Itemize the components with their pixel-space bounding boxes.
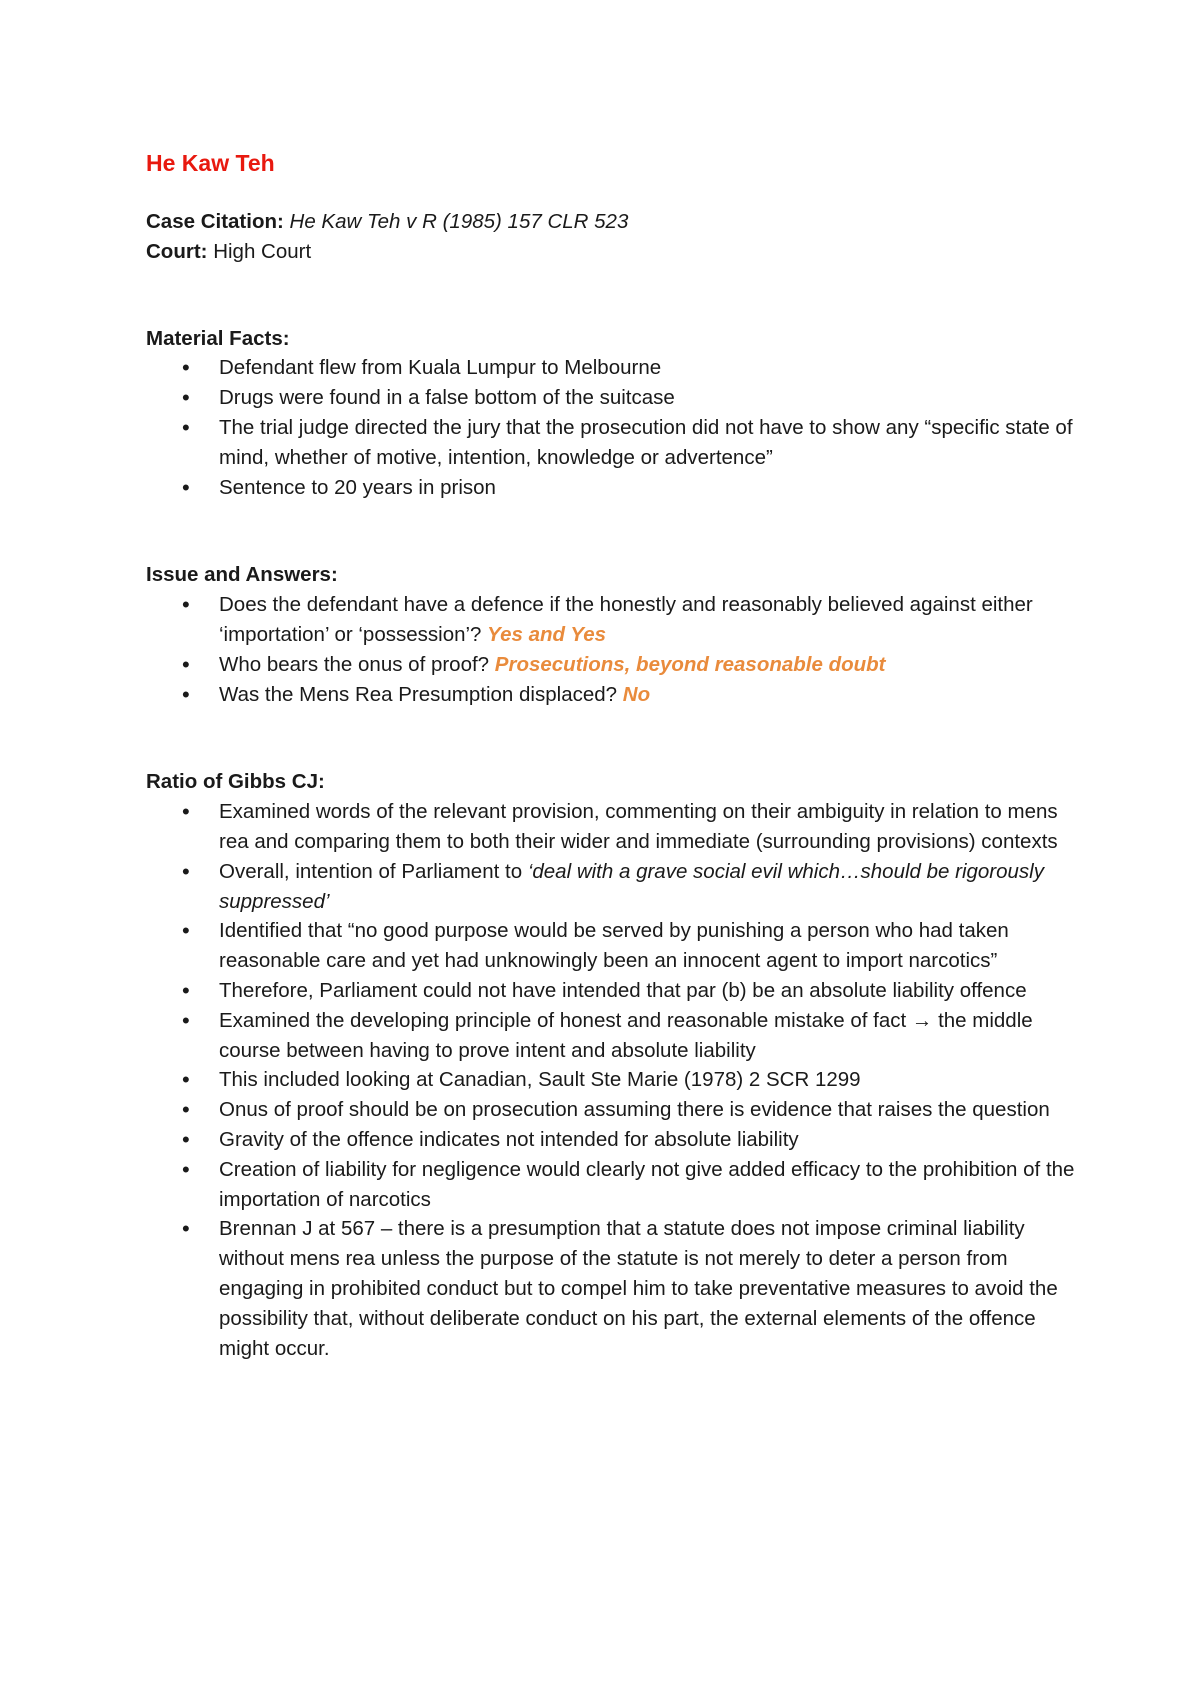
material-facts-list	[146, 353, 1076, 502]
list-item: • The trial judge directed the jury that the prosecution did not have to show any “specific state of mind, whether of motive, intention, knowledge or advertence”	[146, 413, 1076, 473]
list-item: • Therefore, Parliament could not have intended that par (b) be an absolute liability offence	[146, 976, 1076, 1006]
list-item: • Examined the developing principle of honest and reasonable mistake of fact → the middle course between having to prove intent and absolute liability	[146, 1006, 1076, 1066]
list-item: • Defendant flew from Kuala Lumpur to Melbourne	[146, 353, 1076, 383]
issue-answer: No	[622, 682, 651, 706]
case-citation	[146, 207, 1076, 237]
list-item: • Sentence to 20 years in prison	[146, 473, 1076, 503]
material-facts-heading: Material Facts:	[146, 326, 290, 350]
ratio-list	[146, 797, 1076, 1363]
issues-heading: Issue and Answers:	[146, 563, 338, 587]
spacer	[146, 267, 1076, 324]
issue-answer: Prosecutions, beyond reasonable doubt	[494, 652, 886, 676]
list-item	[146, 680, 1076, 710]
list-item: • Identified that “no good purpose would be served by punishing a person who had taken reasonable care and yet had unknowingly been an innocent agent to import narcotics”	[146, 916, 1076, 976]
list-item: • Examined words of the relevant provision, commenting on their ambiguity in relation to mens rea and comparing them to both their wider and immediate (surrounding provisions) contexts	[146, 797, 1076, 857]
list-item: • Brennan J at 567 – there is a presumption that a statute does not impose criminal liability without mens rea unless the purpose of the statute is not merely to deter a person from engaging in prohibited conduct but to compel him to take preventative measures to avoid the possibility that, without deliberate conduct on his part, the external elements of the offence might occur.	[146, 1214, 1076, 1363]
issue-question: Who bears the onus of proof?	[219, 652, 490, 676]
case-citation-label: Case Citation:	[146, 210, 284, 233]
case-title: He Kaw Teh	[146, 150, 275, 176]
court	[146, 237, 1076, 267]
issue-question: Was the Mens Rea Presumption displaced?	[219, 682, 618, 706]
ratio-heading: Ratio of Gibbs CJ:	[146, 770, 325, 794]
issue-question: Does the defendant have a defence if the honestly and reasonably believed against either ‘importation’ or ‘possession’?	[219, 593, 1033, 646]
list-item: • Gravity of the offence indicates not intended for absolute liability	[146, 1125, 1076, 1155]
ratio-item-text: Overall, intention of Parliament to	[219, 859, 523, 883]
list-item	[146, 857, 1076, 917]
list-item: • Drugs were found in a false bottom of the suitcase	[146, 383, 1076, 413]
issues-list	[146, 590, 1076, 709]
court-value: High Court	[213, 239, 312, 263]
court-label: Court:	[146, 239, 208, 263]
list-item	[146, 650, 1076, 680]
case-citation-value: He Kaw Teh v R (1985) 157 CLR 523	[289, 210, 629, 233]
list-item: • Creation of liability for negligence would clearly not give added efficacy to the prohibition of the importation of narcotics	[146, 1155, 1076, 1215]
ratio-item-quote: ‘deal with a grave social evil which…should be rigorously suppressed’	[219, 859, 1044, 913]
spacer	[146, 502, 1076, 560]
spacer	[146, 709, 1076, 767]
document-page	[146, 148, 1076, 1363]
list-item: • Onus of proof should be on prosecution assuming there is evidence that raises the question	[146, 1095, 1076, 1125]
list-item	[146, 590, 1076, 650]
list-item: • This included looking at Canadian, Sault Ste Marie (1978) 2 SCR 1299	[146, 1065, 1076, 1095]
issue-answer: Yes and Yes	[487, 622, 607, 646]
